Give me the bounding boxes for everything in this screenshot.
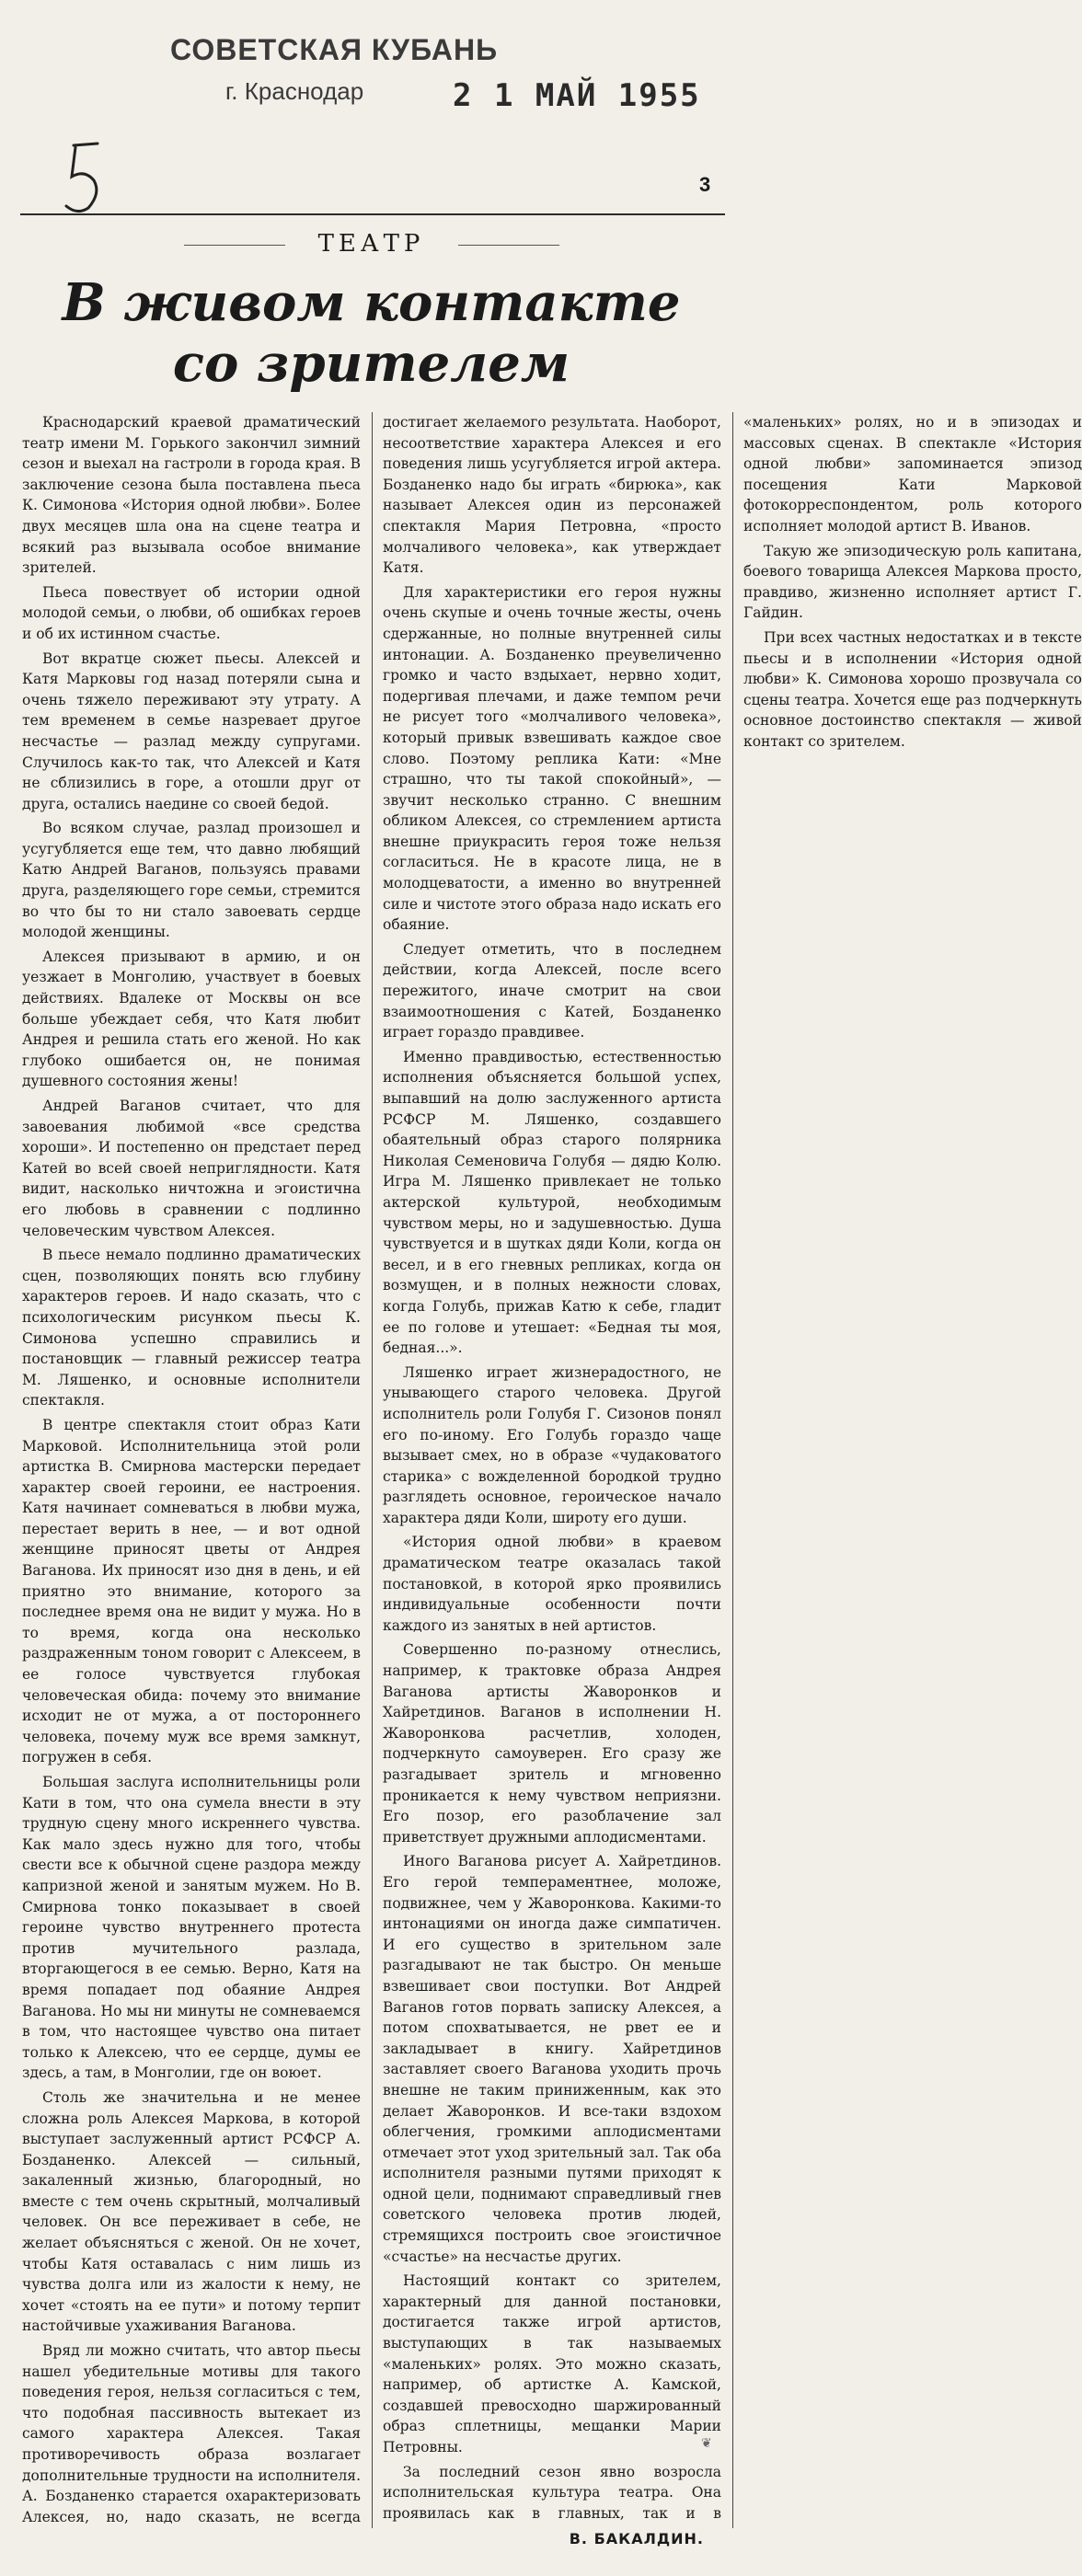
article-headline — [0, 272, 742, 394]
article-paragraph: Большая заслуга исполнительницы роли Кати в том, что она сумела внести в эту трудную сцену много искреннего чувства. Как мало здесь нужно для того, чтобы свести все к обычной сцене раздора между капризной женой и занятым мужем. Но В. Смирнова тонко показывает в своей героине чувство внутреннего протеста против мучительного разлада, вторгающегося в ее семью. Верно, Катя на время попадает под обаяние Андрея Ваганова. Но мы ни минуты не сомневаемся в том, что настоящее чувство она питает только к Алексею, что ее сердце, думы ее здесь, а там, в Монголии, где он воюет. — [22, 1774, 361, 2082]
headline-line-2: со зрителем — [172, 333, 570, 394]
article-author: В. БАКАЛДИН. — [569, 2530, 704, 2547]
article-paragraph: Краснодарский краевой драматический театр имени М. Горького закончил зимний сезон и выехал на гастроли в города края. В заключение сезона была поставлена пьеса К. Симонова «История одной любви». Более двух месяцев шла она на сцене театра и всякий раз вызывала особое внимание зрителей. — [22, 414, 361, 577]
article-paragraph: При всех частных недостатках и в тексте пьесы и в исполнении «История одной любви» К. Симонова хорошо прозвучала со сцены театра. Хочется еще раз подчеркнуть основное достоинство спектакля — живой контакт со зрителем. — [743, 628, 1082, 750]
article-paragraph: В центре спектакля стоит образ Кати Марковой. Исполнительница этой роли артистка В. Смирнова мастерски передает характер своей героини, ее настроения. Катя начинает сомневаться в любви мужа, перестает верить в нее, — и вот одной женщине приносят цветы от Андрея Ваганова. Их приносят изо дня в день, и ей приятно это внимание, которого за последнее время она не видит у мужа. Но в то время, когда она несколько раздраженным тоном говорит с Алексеем, в ее голосе чувствуется глубокая человеческая обида: почему это внимание исходит не от мужа, а от постороннего человека, почему муж все время замкнут, погружен в себя. — [22, 1416, 361, 1766]
handwritten-mark-icon — [57, 138, 112, 221]
newspaper-city: г. Краснодар — [225, 77, 364, 105]
article-paragraph: Андрей Ваганов считает, что для завоевания любимой «все средства хороши». И постепенно он предстает перед Катей во всей своей неприглядности. Катя видит, насколько ничтожна и эгоистична его любовь в сравнении с подлинно человеческим чувством Алексея. — [22, 1098, 361, 1239]
article-paragraph: Иного Ваганова рисует А. Хайретдинов. Его герой темпераментнее, моложе, подвижнее, чем у Жаворонкова. Какими-то интонациями он иногда даже симпатичен. И его существо в зрительном зале разгадывают не так быстро. Он меньше взвешивает свои поступки. Вот Андрей Ваганов готов порвать записку Алексея, а потом спохватывается, не рвет ее и закладывает в книгу. Хайретдинов заставляет своего Ваганова уходить прочь внешне не таким приниженным, как это делает Жаворонков. И все-таки вздохом облегчения, громкими аплодисментами отмечает этот уход зрительный зал. Так оба исполнителя разными путями приходят к одной цели, поднимают справедливый гнев советского человека против людей, стремящихся построить свое эгоистичное «счастье» на несчастье других. — [383, 1853, 721, 2265]
article-paragraph: Такую же эпизодическую роль капитана, боевого товарища Алексея Маркова просто, правдиво, жизненно исполняет артист Г. Гайдин. — [743, 542, 1082, 622]
date-stamp: 2 1 МАЙ 1955 — [453, 77, 701, 114]
article-paragraph: Пьеса повествует об истории одной молодой семьи, о любви, об ошибках героев и об их истинном счастье. — [22, 583, 361, 642]
article-paragraph: Для характеристики его героя нужны очень скупые и очень точные жесты, очень сдержанные, но полные внутренней силы интонации. А. Бозданенко преувеличенно громко и часто вздыхает, нервно ходит, подергивая плечами, и даже темпом речи не рисует того «молчаливого человека», который привык взвешивать каждое свое слово. Поэтому реплика Кати: «Мне страшно, что ты такой спокойный», — звучит несколько странно. С внешним обликом Алексея, со стремлением артиста внешне приукрасить героя тоже нельзя согласиться. Не в красоте лица, не в молодцеватости, а именно во внутренней силе и чистоте этого образа надо искать его обаяние. — [383, 583, 721, 934]
article-paragraph: Именно правдивостью, естественностью исполнения объясняется большой успех, выпавший на долю заслуженного артиста РСФСР М. Ляшенко, создавшего обаятельный образ старого полярника Николая Семеновича Голубя — дядю Колю. Игра М. Ляшенко привлекает не только актерской культурой, необходимым чувством меры, но и задушевностью. Душа чувствуется и в шутках дяди Коли, когда он весел, и в его гневных репликах, когда он возмущен, и в полных нежности словах, когда Голубь, прижав Катю к себе, гладит ее по голове и утешает: «Бедная ты моя, бедная...». — [383, 1048, 721, 1357]
article-paragraph: Настоящий контакт со зрителем, характерный для данной постановки, достигается также игрой артистов, выступающих в так называемых «маленьких» ролях. Это можно сказать, например, об артистке А. Камской, создавшей превосходно шаржированный образ сплетницы, мещанки Марии Петровны. — [383, 2272, 721, 2455]
article-paragraph: Вот вкратце сюжет пьесы. Алексей и Катя Марковы год назад потеряли сына и очень тяжело переживают эту утрату. А тем временем в семье назревает другое несчастье — разлад между супругами. Случилось как-то так, что Алексей и Катя не сблизились в горе, а отошли друг от друга, остались наедине со своей бедой. — [22, 650, 361, 812]
article-paragraph: За последний сезон явно возросла исполнительская культура театра. Она проявилась как в главных, так и в «маленьких» ролях, но и в эпизодах и массовых сценах. В спектакле «История одной любви» запоминается эпизод посещения Кати Марковой фотокорреспондентом, роль которого исполняет молодой артист В. Иванов. — [383, 414, 1082, 2522]
article-paragraph: Вряд ли можно считать, что автор пьесы нашел убедительные мотивы для такого поведения героя, нельзя согласиться с тем, что подобная пассивность вытекает из самого характера Алексея. Такая противоречивость образа возлагает дополнительные трудности на исполнителя. А. Бозданенко старается охарактеризовать Алексея, но, надо сказать, не всегда достигает желаемого результата. Наоборот, несоответствие характера Алексея и его поведения лишь усугубляется игрой актера. Бозданенко надо бы играть «бирюка», как называет Алексея один из персонажей спектакля Мария Петровна, «просто молчаливого человека», как утверждает Катя. — [22, 414, 721, 2525]
rubric-label: ТЕАТР — [317, 230, 425, 258]
article-paragraph: Следует отметить, что в последнем действии, когда Алексей, после всего пережитого, иначе смотрит на свои взаимоотношения с Катей, Бозданенко играет гораздо правдивее. — [383, 940, 721, 1041]
article-paragraph: Ляшенко играет жизнерадостного, не унывающего старого человека. Другой исполнитель роли Голубя Г. Сизонов понял его по-иному. Его Голубь гораздо чаще вызывает смех, но в образе «чудаковатого старика» с вожделенной бородкой трудно разглядеть основное, героическое начало характера дяди Коли, широту его души. — [383, 1363, 721, 1526]
newspaper-header — [0, 0, 742, 212]
article-paragraph: Столь же значительна и не менее сложна роль Алексея Маркова, в которой выступает заслуженный артист РСФСР А. Бозданенко. Алексей — сильный, закаленный жизнью, благородный, но вместе с тем очень скрытный, молчаливый человек. Он все переживает в себе, не желает объясняться с женой. Он не хочет, чтобы Катя оставалась с ним лишь из чувства долга или из жалости к нему, не хочет «стоять на ее пути» и потому терпит настойчивые ухаживания Ваганова. — [22, 2088, 361, 2335]
headline-line-1: В живом контакте — [62, 272, 681, 333]
article-paragraph: «История одной любви» в краевом драматическом театре оказалась такой постановкой, в которой ярко проявились индивидуальные особенности почти каждого из занятых в ней артистов. — [383, 1534, 721, 1634]
article-paragraph: Совершенно по-разному отнеслись, например, к трактовке образа Андрея Ваганова артисты Жаворонков и Хайретдинов. Ваганов в исполнении Н. Жаворонкова расчетлив, холоден, подчеркнуто самоуверен. Его сразу же разгадывает зритель и мгновенно проникается к нему чувством неприязни. Его позор, его разоблачение зал приветствует дружными аплодисментами. — [383, 1641, 721, 1846]
article-paragraph: В пьесе немало подлинно драматических сцен, позволяющих понять всю глубину характеров героев. И надо сказать, что с психологическим рисунком пьесы К. Симонова успешно справились и постановщик — главный режиссер театра М. Ляшенко, и основные исполнители спектакля. — [22, 1247, 361, 1409]
page-number: 3 — [699, 173, 711, 196]
article-body — [22, 412, 1082, 2528]
header-divider — [20, 213, 725, 215]
page-corner-mark: ❦ — [701, 2436, 712, 2451]
newspaper-name: СОВЕТСКАЯ КУБАНЬ — [170, 33, 499, 66]
article-paragraph: Алексея призывают в армию, и он уезжает в Монголию, участвует в боевых действиях. Вдалеке от Москвы он все больше убеждает себя, что Катя любит Андрея и решила стать его женой. Но как глубоко ошибается он, не понимая душевного состояния жены! — [22, 948, 361, 1090]
article-paragraph: Во всяком случае, разлад произошел и усугубляется еще тем, что давно любящий Катю Андрей Ваганов, пользуясь правами друга, разделяющего горе семьи, стремится во что бы то ни стало завоевать сердце молодой женщины. — [22, 820, 361, 941]
